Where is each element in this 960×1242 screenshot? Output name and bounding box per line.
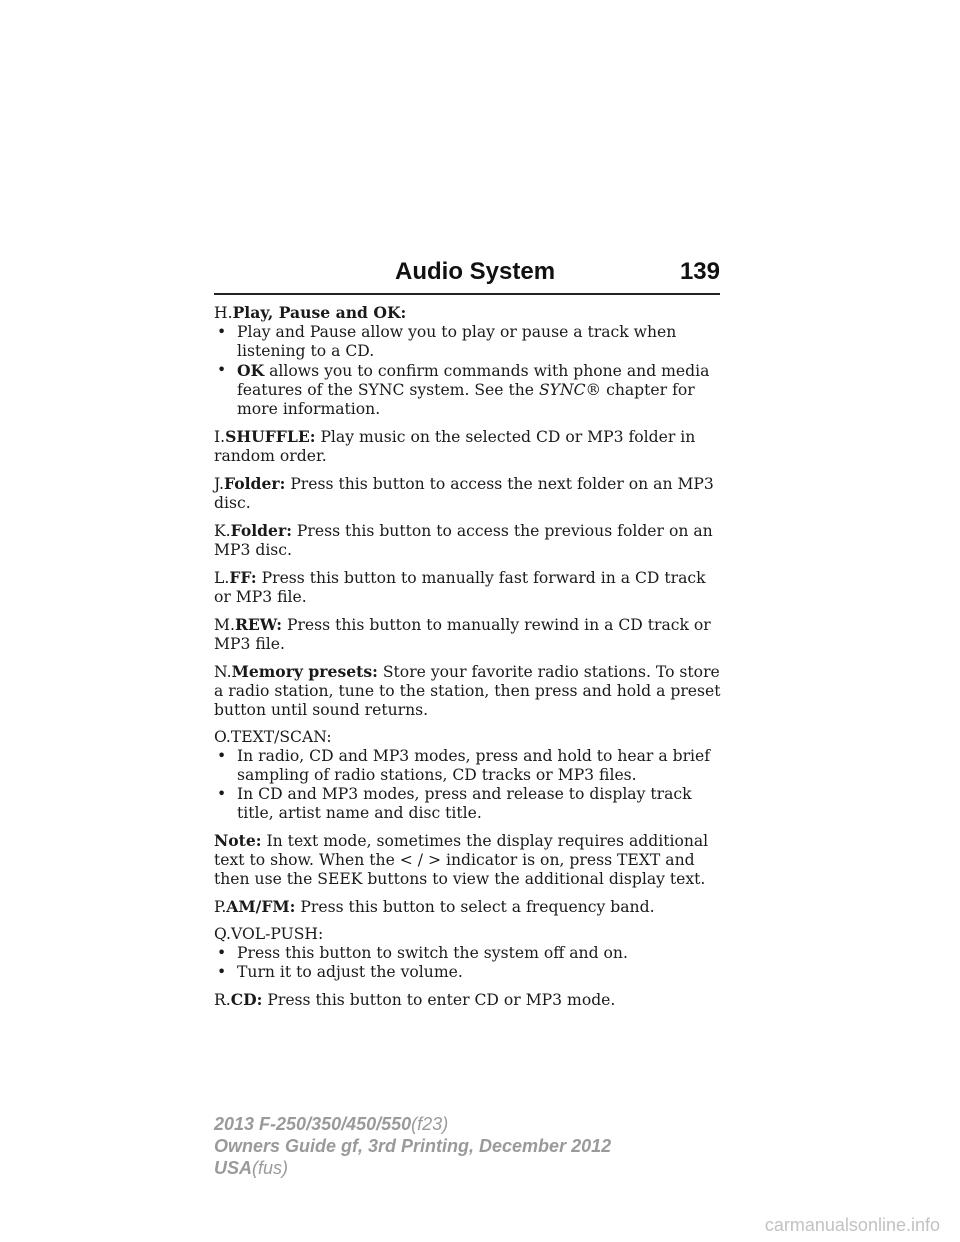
entry-term: Folder: <box>224 474 286 493</box>
bullet-text: Turn it to adjust the volume. <box>237 963 463 981</box>
bullet-term: OK <box>237 361 265 380</box>
footer-line-model <box>214 1113 611 1135</box>
entry-letter: I. <box>214 428 226 446</box>
entry-text: Store your favorite radio stations. To store a radio station, tune to the station, then press and hold a preset button until sound returns. <box>214 663 721 719</box>
note-label: Note: <box>214 831 262 850</box>
entry-letter: P. <box>214 898 227 916</box>
bullet-glyph: • <box>217 361 227 379</box>
entry-letter: J. <box>214 475 224 493</box>
entry-p <box>214 897 724 917</box>
entry-m <box>214 615 724 654</box>
entry-term: AM/FM: <box>226 897 296 916</box>
note-text: In text mode, sometimes the display requires additional text to show. When the < / > indicator is on, press TEXT and then use the SEEK buttons to view the additional display text. <box>214 832 709 888</box>
entry-q-bullets <box>214 944 724 982</box>
list-item <box>214 785 724 823</box>
entry-text: Press this button to manually rewind in a CD track or MP3 file. <box>214 616 711 653</box>
bullet-glyph: • <box>217 944 227 962</box>
footer-market: USA <box>214 1158 253 1178</box>
footer-line-edition: Owners Guide gf, 3rd Printing, December 2012 <box>214 1136 612 1156</box>
entry-term: Memory presets: <box>231 662 378 681</box>
entry-letter: O. <box>214 728 231 746</box>
footer-line-market <box>214 1157 611 1179</box>
entry-n <box>214 662 724 720</box>
list-item <box>214 944 724 963</box>
entry-q <box>214 925 724 944</box>
bullet-glyph: • <box>217 747 227 765</box>
bullet-text: Press this button to switch the system off and on. <box>237 944 628 962</box>
entry-l <box>214 568 724 607</box>
bullet-glyph: • <box>217 323 227 341</box>
entry-term: Play, Pause and OK: <box>232 303 407 322</box>
entry-letter: Q. <box>214 925 231 943</box>
entry-text: Press this button to access the next folder on an MP3 disc. <box>214 475 714 512</box>
note <box>214 831 724 889</box>
list-item <box>214 963 724 982</box>
list-item <box>214 323 724 361</box>
entry-letter: M. <box>214 616 235 634</box>
entry-letter: L. <box>214 569 230 587</box>
bullet-text: Play and Pause allow you to play or pause a track when listening to a CD. <box>237 323 677 360</box>
entry-term: TEXT/SCAN: <box>230 728 332 746</box>
entry-term: VOL-PUSH: <box>230 925 324 943</box>
entry-o-bullets <box>214 747 724 823</box>
entry-i <box>214 427 724 466</box>
entry-term: REW: <box>234 615 282 634</box>
header-rule <box>214 293 720 295</box>
section-title: Audio System <box>395 258 556 285</box>
entry-text: Press this button to manually fast forward in a CD track or MP3 file. <box>214 569 706 606</box>
bullet-text: allows you to confirm commands with phone and media features of the SYNC system. See the <box>237 362 710 399</box>
entry-term: SHUFFLE: <box>225 427 316 446</box>
entry-text: Play music on the selected CD or MP3 folder in random order. <box>214 428 696 465</box>
page-content <box>214 303 724 1018</box>
entry-term: CD: <box>230 990 263 1009</box>
entry-k <box>214 521 724 560</box>
list-item <box>214 361 724 419</box>
entry-letter: N. <box>214 663 232 681</box>
footer-model: 2013 F-250/350/450/550 <box>214 1114 412 1134</box>
bullet-glyph: • <box>217 785 227 803</box>
footer-market-code: (fus) <box>252 1158 289 1178</box>
entry-text: Press this button to access the previous folder on an MP3 disc. <box>214 522 713 559</box>
entry-letter: H. <box>214 304 233 322</box>
entry-r <box>214 990 724 1010</box>
chapter-reference: SYNC® <box>538 381 602 399</box>
entry-text: Press this button to select a frequency band. <box>300 898 655 916</box>
entry-h-bullets <box>214 323 724 419</box>
entry-term: FF: <box>229 568 257 587</box>
entry-o <box>214 728 724 747</box>
bullet-text-tail: chapter for more information. <box>237 381 695 418</box>
bullet-text: In radio, CD and MP3 modes, press and hold to hear a brief sampling of radio stations, CD tracks or MP3 files. <box>237 747 711 784</box>
footer-model-code: (f23) <box>411 1114 449 1134</box>
entry-term: Folder: <box>230 521 292 540</box>
bullet-text: In CD and MP3 modes, press and release to display track title, artist name and disc title. <box>237 785 692 822</box>
entry-letter: K. <box>214 522 231 540</box>
page-header <box>214 258 720 298</box>
entry-h <box>214 303 724 323</box>
watermark-text: carmanualsonline.info <box>764 1215 940 1235</box>
entry-j <box>214 474 724 513</box>
entry-text: Press this button to enter CD or MP3 mode. <box>267 991 616 1009</box>
page-footer <box>214 1113 611 1179</box>
page-number: 139 <box>679 258 720 285</box>
list-item <box>214 747 724 785</box>
entry-letter: R. <box>214 991 231 1009</box>
bullet-glyph: • <box>217 963 227 981</box>
